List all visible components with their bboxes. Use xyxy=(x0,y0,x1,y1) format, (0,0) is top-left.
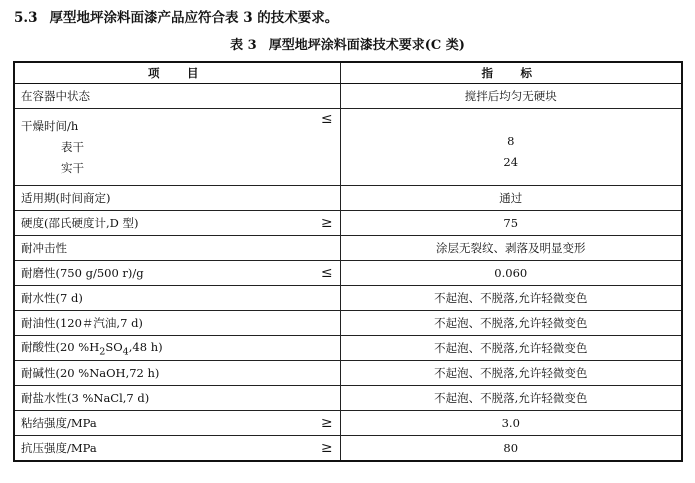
header-item: 项 目 xyxy=(14,62,340,84)
table-title: 厚型地坪涂料面漆技术要求(C 类) xyxy=(268,38,465,53)
row-value xyxy=(340,109,682,186)
clause-heading xyxy=(14,6,338,26)
row-value: 75 xyxy=(340,211,682,236)
row-item: 抗压强度/MPa xyxy=(14,436,314,462)
row-item: 耐冲击性 xyxy=(14,236,314,261)
row-item: 耐磨性(750 g/500 r)/g xyxy=(14,261,314,286)
row-value: 不起泡、不脱落,允许轻微变色 xyxy=(340,336,682,361)
header-value: 指 标 xyxy=(340,62,682,84)
row-operator xyxy=(314,311,340,336)
row-sub-item: 实干 xyxy=(61,160,84,175)
row-operator xyxy=(314,236,340,261)
table-row xyxy=(14,261,682,286)
table-row xyxy=(14,109,682,186)
row-item: 粘结强度/MPa xyxy=(14,411,314,436)
table-row xyxy=(14,361,682,386)
row-operator: ≥ xyxy=(314,211,340,236)
row-item xyxy=(14,109,314,186)
row-item: 耐水性(7 d) xyxy=(14,286,314,311)
row-operator: ≥ xyxy=(314,436,340,462)
item-text: 耐酸性(20 %H xyxy=(21,339,100,354)
table-row xyxy=(14,211,682,236)
item-text: ,48 h) xyxy=(128,339,163,354)
row-operator xyxy=(314,361,340,386)
table-row xyxy=(14,84,682,109)
row-item: 适用期(时间商定) xyxy=(14,186,314,211)
clause-text: 厚型地坪涂料面漆产品应符合表 3 的技术要求。 xyxy=(49,10,339,26)
subscript: 2 xyxy=(99,346,106,358)
row-item: 耐碱性(20 %NaOH,72 h) xyxy=(14,361,314,386)
row-sub-value: 8 xyxy=(507,134,515,148)
table-row xyxy=(14,236,682,261)
row-item: 在容器中状态 xyxy=(14,84,314,109)
table-number: 表 3 xyxy=(230,38,257,53)
row-item: 耐油性(120＃汽油,7 d) xyxy=(14,311,314,336)
table-row xyxy=(14,186,682,211)
row-item: 耐盐水性(3 %NaCl,7 d) xyxy=(14,386,314,411)
row-value: 不起泡、不脱落,允许轻微变色 xyxy=(340,311,682,336)
row-value: 不起泡、不脱落,允许轻微变色 xyxy=(340,386,682,411)
row-value: 80 xyxy=(340,436,682,462)
row-value: 3.0 xyxy=(340,411,682,436)
row-value: 通过 xyxy=(340,186,682,211)
row-operator xyxy=(314,386,340,411)
row-item xyxy=(14,336,314,361)
clause-number: 5.3 xyxy=(14,10,38,26)
row-value: 0.060 xyxy=(340,261,682,286)
row-value: 涂层无裂纹、剥落及明显变形 xyxy=(340,236,682,261)
table-row xyxy=(14,436,682,462)
item-text: SO xyxy=(105,339,123,354)
row-operator xyxy=(314,286,340,311)
subscript: 4 xyxy=(122,346,129,358)
row-sub-item: 表干 xyxy=(61,139,84,154)
table-row xyxy=(14,386,682,411)
row-sub-value: 24 xyxy=(503,155,519,169)
row-item: 硬度(邵氏硬度计,D 型) xyxy=(14,211,314,236)
row-operator: ≥ xyxy=(314,411,340,436)
row-operator xyxy=(314,336,340,361)
row-operator xyxy=(314,186,340,211)
row-item-label: 干燥时间/h xyxy=(21,118,79,133)
row-value: 不起泡、不脱落,允许轻微变色 xyxy=(340,361,682,386)
row-value: 不起泡、不脱落,允许轻微变色 xyxy=(340,286,682,311)
table-caption xyxy=(0,34,695,53)
row-operator: ≤ xyxy=(314,261,340,286)
requirements-table xyxy=(13,61,683,462)
table-row xyxy=(14,286,682,311)
table-row xyxy=(14,336,682,361)
row-value: 搅拌后均匀无硬块 xyxy=(340,84,682,109)
table-row xyxy=(14,311,682,336)
row-operator: ≤ xyxy=(314,109,340,186)
table-row xyxy=(14,411,682,436)
row-operator xyxy=(314,84,340,109)
table-header-row xyxy=(14,62,682,84)
